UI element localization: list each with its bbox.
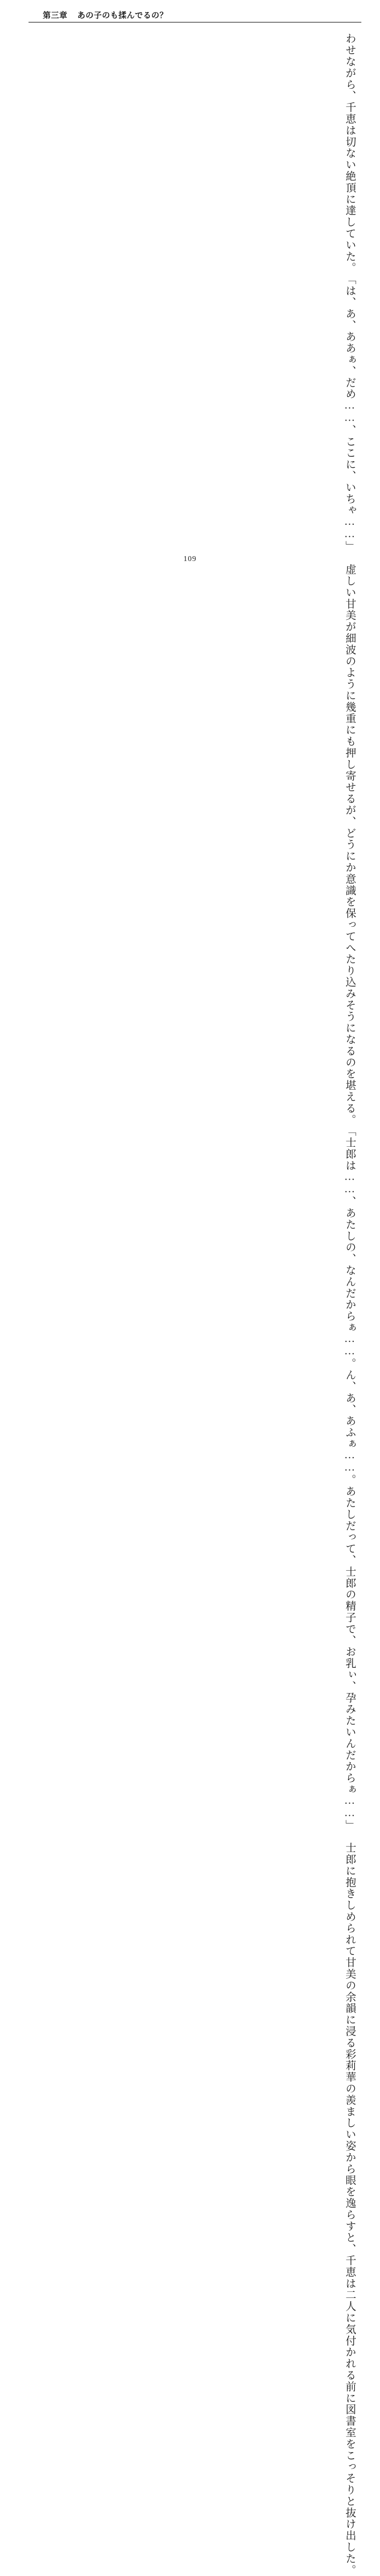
text-line: 二人に気付かれる前に図書室をこっそりと抜け出した。 — [344, 2289, 355, 2576]
running-head — [43, 8, 347, 22]
text-line: 「士郎は……、あたしの、なんだからぁ……。ん、あ、あふぁ……。あたしだって、士郎 — [344, 1125, 355, 1589]
text-line: の精子で、お乳ぃ、孕みたいんだからぁ……」 — [344, 1588, 355, 1831]
text-line: うになるのを堪える。 — [344, 1010, 355, 1125]
text-line: 虚しい甘美が細波のように幾重にも押し寄せるが、どうにか意識を保ってへたり込みそ — [344, 552, 355, 1011]
text-line: 「は、あ、ああぁ、だめ……、ここに、いちゃ……」 — [344, 273, 355, 552]
text-line: わせながら、千恵は切ない絶頂に達していた。 — [344, 33, 355, 274]
chapter-number: 第三章 — [43, 11, 67, 20]
chapter-title: あの子のも揉んでるの？ — [77, 11, 168, 20]
text-line: 士郎に抱きしめられて甘美の余韻に浸る彩莉華の羨ましい姿から眼を逸らすと、千恵は — [344, 1831, 355, 2290]
page-number: 109 — [183, 555, 197, 563]
vertical-text-block — [338, 33, 360, 2576]
